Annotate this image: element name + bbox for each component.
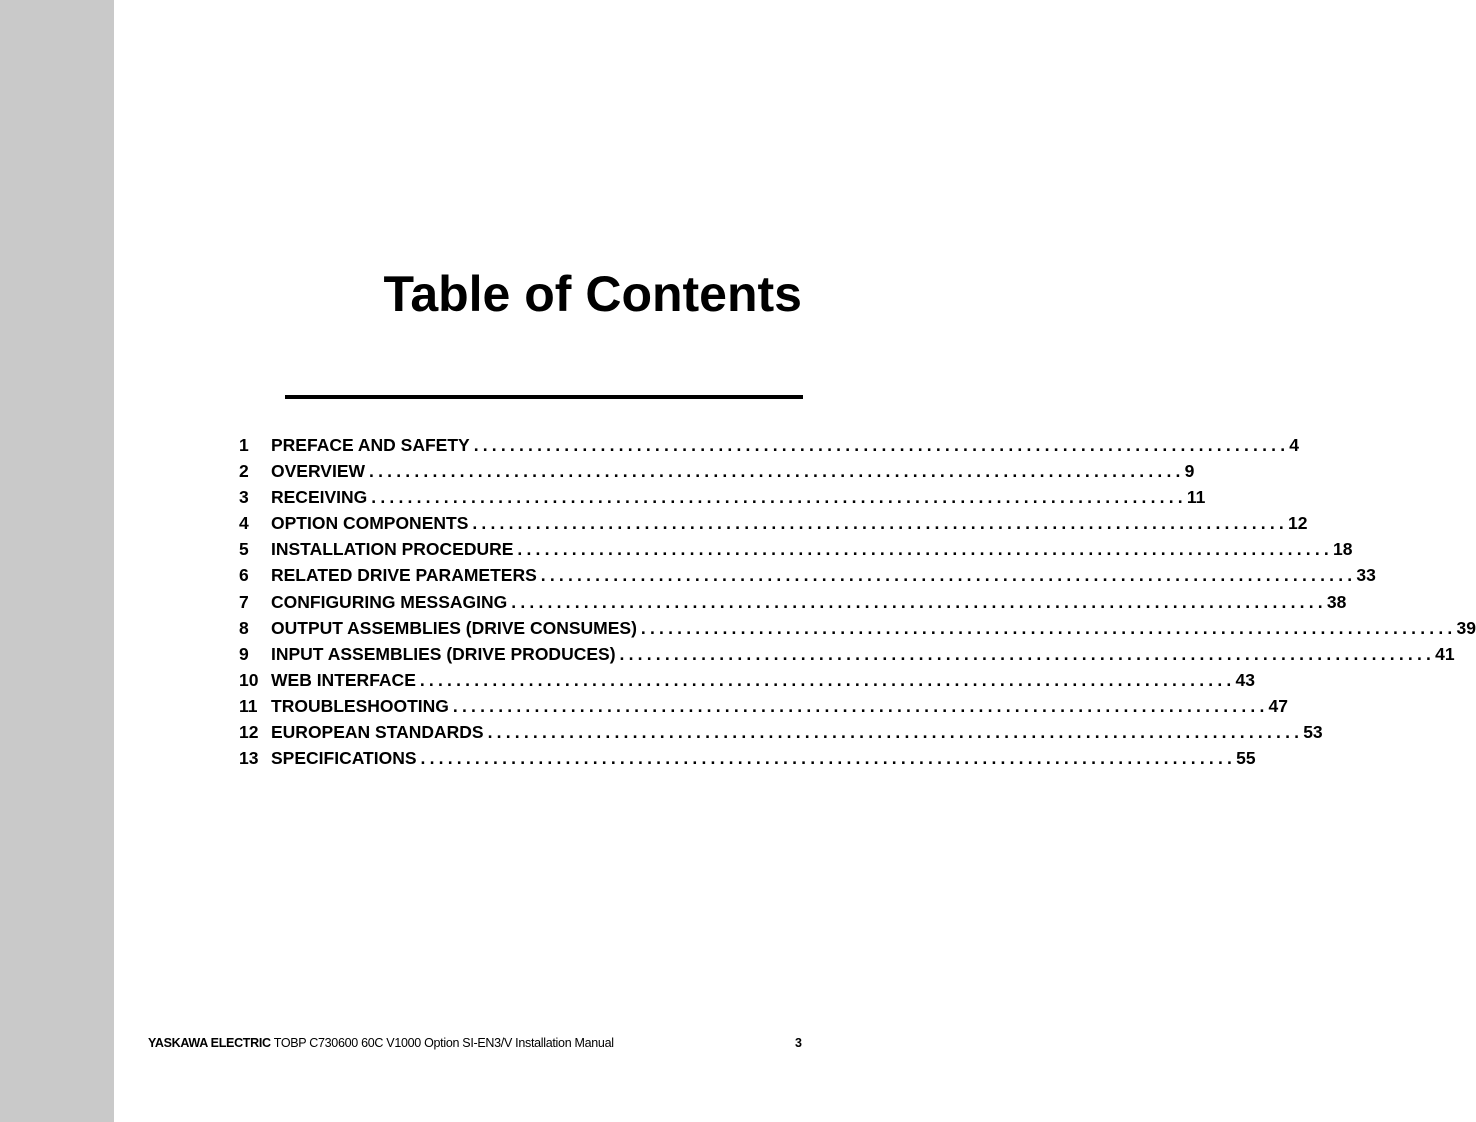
toc-entry[interactable] <box>239 667 1255 693</box>
toc-entry[interactable] <box>239 458 1195 484</box>
toc-dot-leader: .......................................................................................... <box>369 461 1185 482</box>
toc-entry-number: 11 <box>239 695 258 716</box>
toc-entry-label: WEB INTERFACE <box>271 669 416 690</box>
toc-entry-page: 33 <box>1356 565 1376 586</box>
footer-brand: YASKAWA ELECTRIC <box>148 1036 271 1050</box>
toc-entry-label: OVERVIEW <box>271 461 366 482</box>
toc-entry-label: EUROPEAN STANDARDS <box>271 722 484 743</box>
toc-entry-number: 6 <box>239 565 249 586</box>
toc-entry-number: 10 <box>239 669 259 690</box>
toc-dot-leader: .......................................................................................... <box>420 748 1237 769</box>
toc-entry-label: INPUT ASSEMBLIES (DRIVE PRODUCES) <box>271 643 616 664</box>
toc-entry-page: 43 <box>1235 669 1255 690</box>
toc-entry-page: 53 <box>1303 722 1323 743</box>
toc-dot-leader: .......................................................................................... <box>619 643 1436 664</box>
footer-document-title: TOBP C730600 60C V1000 Option SI-EN3/V Installation Manual <box>273 1036 614 1050</box>
toc-dot-leader: .......................................................................................... <box>371 487 1187 508</box>
toc-entry-number: 5 <box>239 539 249 560</box>
toc-dot-leader: .......................................................................................... <box>473 435 1290 455</box>
toc-dot-leader: .......................................................................................... <box>487 722 1304 743</box>
toc-entry-label: OPTION COMPONENTS <box>271 513 469 534</box>
toc-dot-leader: .......................................................................................... <box>640 617 1457 638</box>
toc-entry[interactable] <box>239 745 1256 771</box>
toc-entry-number: 9 <box>239 643 249 664</box>
toc-dot-leader: .......................................................................................... <box>419 669 1236 690</box>
title-rule <box>285 395 803 399</box>
toc-entry-label: OUTPUT ASSEMBLIES (DRIVE CONSUMES) <box>271 617 637 638</box>
toc-entry-number: 3 <box>239 487 249 508</box>
toc-entry-page: 38 <box>1326 591 1347 612</box>
toc-entry[interactable] <box>239 510 1308 536</box>
toc-entry-label: TROUBLESHOOTING <box>271 695 449 716</box>
toc-entry-page: 55 <box>1236 748 1256 769</box>
toc-entry[interactable] <box>239 484 1206 510</box>
toc-entry-number: 13 <box>239 748 259 769</box>
toc-entry-page: 12 <box>1287 513 1308 534</box>
toc-entry-page: 18 <box>1333 539 1353 560</box>
toc-entry-page: 39 <box>1456 617 1476 638</box>
toc-entry[interactable] <box>239 562 1376 588</box>
toc-entry-label: RECEIVING <box>271 487 368 508</box>
page-side-bar <box>0 0 114 1122</box>
toc-entry-page: 9 <box>1184 461 1195 482</box>
toc-entry-number: 7 <box>239 591 249 612</box>
toc-entry-page: 11 <box>1186 487 1206 508</box>
toc-dot-leader: .......................................................................................... <box>511 591 1327 612</box>
toc-entry-label: INSTALLATION PROCEDURE <box>271 539 514 560</box>
table-of-contents <box>239 432 1476 771</box>
toc-entry-page: 47 <box>1268 695 1288 716</box>
toc-entry-label: RELATED DRIVE PARAMETERS <box>271 565 537 586</box>
toc-entry[interactable] <box>239 432 1300 458</box>
toc-dot-leader: .......................................................................................... <box>472 513 1288 534</box>
toc-entry-label: SPECIFICATIONS <box>271 748 417 769</box>
toc-dot-leader: .......................................................................................... <box>517 539 1333 560</box>
toc-entry[interactable] <box>239 641 1455 667</box>
toc-entry[interactable] <box>239 536 1353 562</box>
page-title: Table of Contents <box>383 266 802 322</box>
toc-entry-number: 4 <box>239 513 249 534</box>
toc-entry-page: 4 <box>1289 435 1300 455</box>
toc-entry-label: PREFACE AND SAFETY <box>271 435 470 455</box>
toc-entry-number: 12 <box>239 722 259 743</box>
page-footer <box>148 1034 802 1052</box>
toc-entry[interactable] <box>239 615 1476 641</box>
toc-entry-label: CONFIGURING MESSAGING <box>271 591 508 612</box>
footer-page-number: 3 <box>795 1036 802 1050</box>
toc-entry[interactable] <box>239 719 1323 745</box>
toc-dot-leader: .......................................................................................... <box>540 565 1357 586</box>
toc-entry[interactable] <box>239 589 1347 615</box>
toc-entry[interactable] <box>239 693 1288 719</box>
toc-entry-number: 1 <box>239 435 249 455</box>
toc-entry-number: 2 <box>239 461 249 482</box>
toc-entry-number: 8 <box>239 617 249 638</box>
toc-dot-leader: .......................................................................................... <box>452 695 1269 716</box>
toc-entry-page: 41 <box>1435 643 1455 664</box>
